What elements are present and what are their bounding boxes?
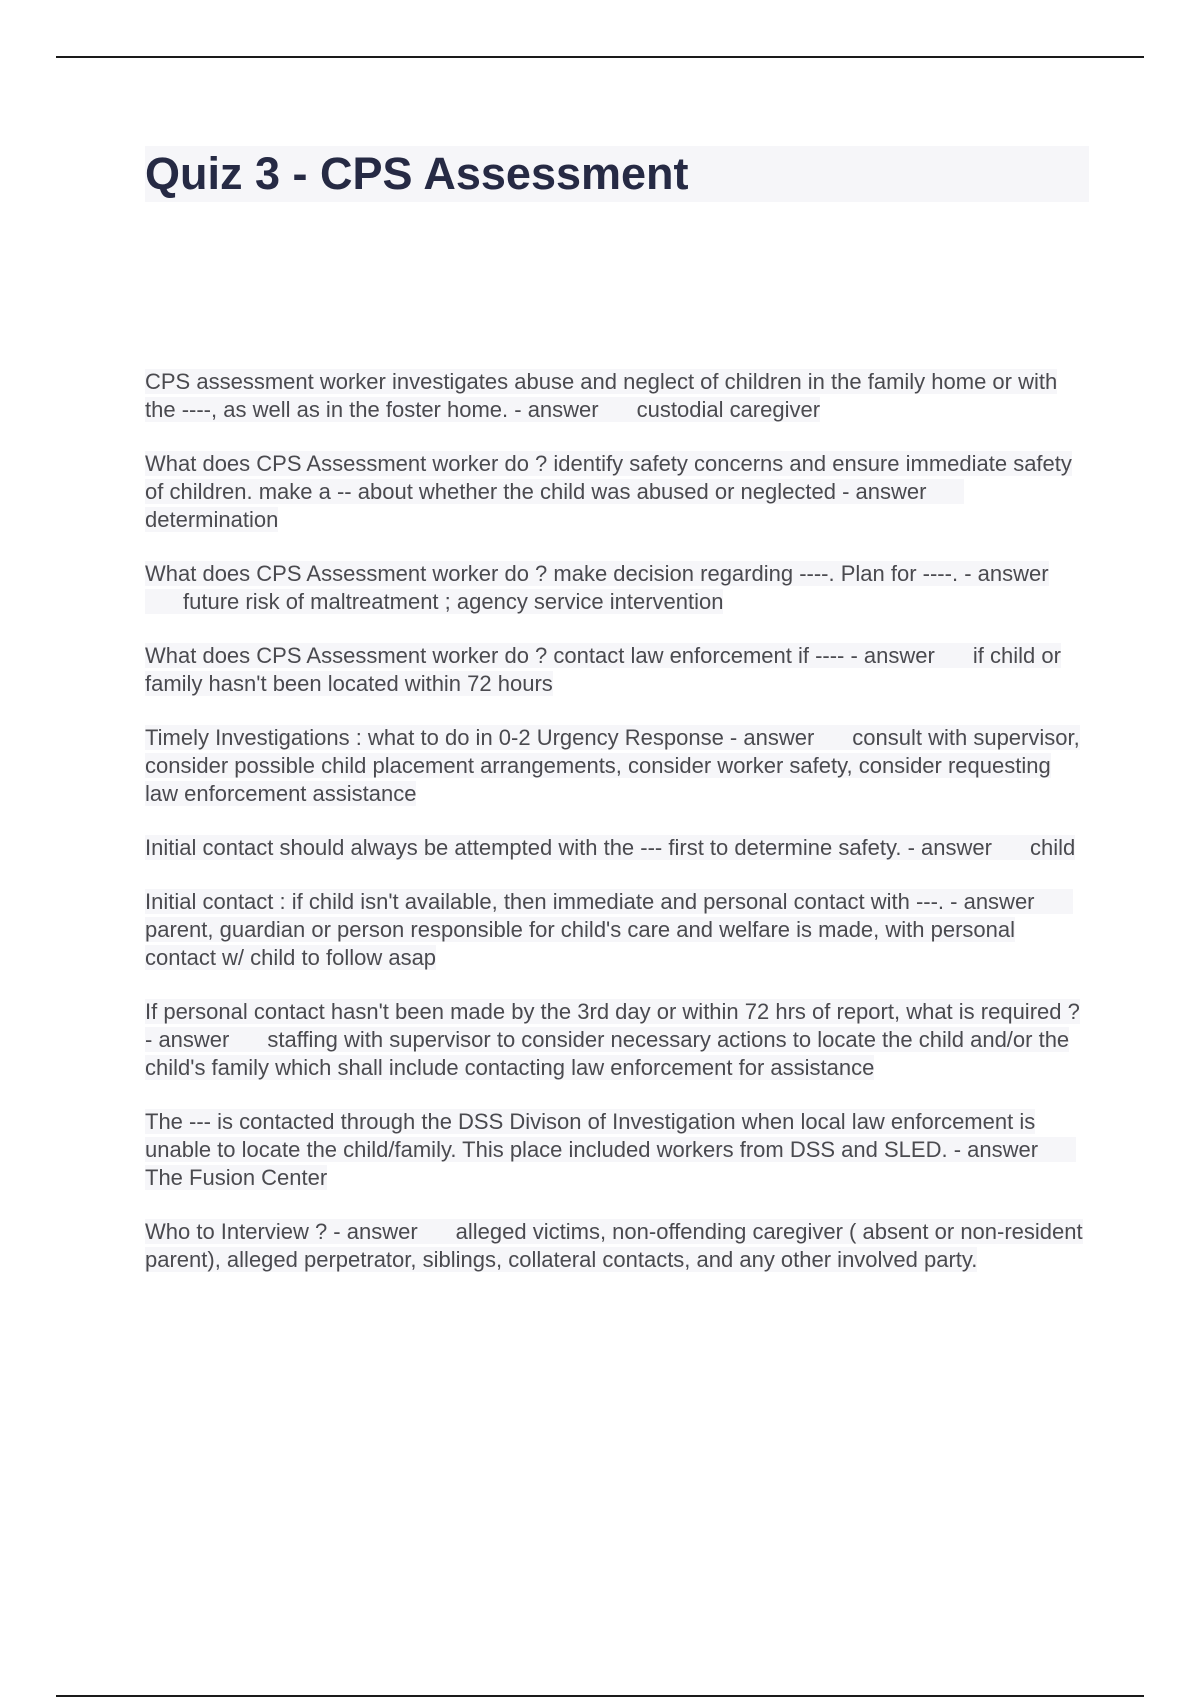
answer-text: staffing with supervisor to consider necessary actions to locate the child and/or the child's family which shall include contacting law enforcement for assistance <box>145 1027 1070 1080</box>
qa-item <box>145 450 1085 534</box>
question-text: Timely Investigations : what to do in 0-2 Urgency Response - answer <box>145 725 815 750</box>
question-text: Initial contact : if child isn't available, then immediate and personal contact with ---. - answer <box>145 889 1035 914</box>
footer-rule <box>56 1695 1144 1697</box>
qa-item <box>145 642 1085 698</box>
qa-item <box>145 724 1085 808</box>
header-rule <box>56 56 1144 58</box>
question-text: What does CPS Assessment worker do ? identify safety concerns and ensure immediate safety of children. make a -- about whether the child was abused or neglected - answer <box>145 451 1072 504</box>
answer-text: future risk of maltreatment ; agency service intervention <box>183 589 724 614</box>
answer-text: child <box>1029 835 1076 860</box>
qa-item <box>145 560 1085 616</box>
question-text: Initial contact should always be attempted with the --- first to determine safety. - answer <box>145 835 992 860</box>
qa-item <box>145 834 1085 862</box>
answer-text: parent, guardian or person responsible for child's care and welfare is made, with personal contact w/ child to follow asap <box>145 917 1016 970</box>
qa-item <box>145 888 1085 972</box>
answer-text: if child or family hasn't been located within 72 hours <box>145 643 1061 696</box>
answer-text: custodial caregiver <box>636 397 821 422</box>
question-text: CPS assessment worker investigates abuse and neglect of children in the family home or with the ----, as well as in the foster home. - answer <box>145 369 1058 422</box>
qa-item <box>145 1218 1085 1274</box>
qa-item <box>145 1108 1085 1192</box>
question-text: The --- is contacted through the DSS Divison of Investigation when local law enforcement is unable to locate the child/family. This place included workers from DSS and SLED. - answer <box>145 1109 1039 1162</box>
answer-text: The Fusion Center <box>145 1165 328 1190</box>
question-text: Who to Interview ? - answer <box>145 1219 418 1244</box>
answer-text: consult with supervisor, consider possible child placement arrangements, consider worker safety, consider requesting law enforcement assistance <box>145 725 1080 806</box>
page-title: Quiz 3 - CPS Assessment <box>145 148 689 199</box>
question-text: What does CPS Assessment worker do ? contact law enforcement if ---- - answer <box>145 643 935 668</box>
answer-text: determination <box>145 507 279 532</box>
question-text: What does CPS Assessment worker do ? make decision regarding ----. Plan for ----. - answer <box>145 561 1049 586</box>
answer-text: alleged victims, non-offending caregiver ( absent or non-resident parent), alleged perpetrator, siblings, collateral contacts, and any other involved party. <box>145 1219 1083 1272</box>
qa-item <box>145 368 1085 424</box>
question-text: If personal contact hasn't been made by the 3rd day or within 72 hrs of report, what is required ? - answer <box>145 999 1080 1052</box>
qa-item <box>145 998 1085 1082</box>
qa-list <box>145 368 1085 1300</box>
